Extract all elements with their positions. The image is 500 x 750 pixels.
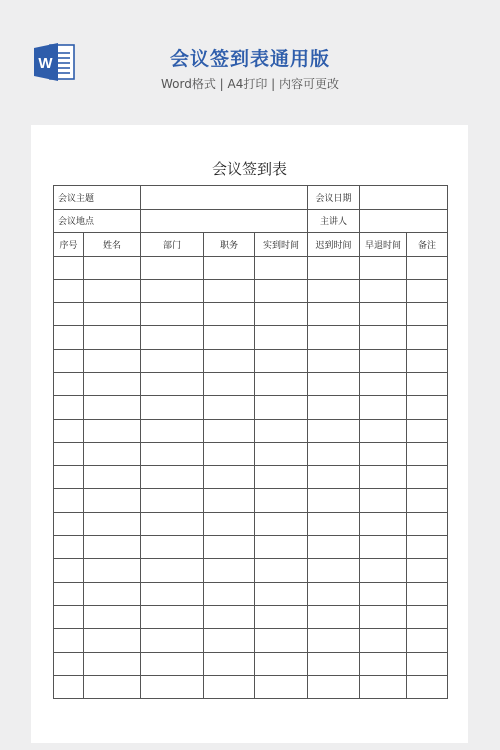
table-cell[interactable] [54, 349, 84, 372]
table-cell[interactable] [407, 442, 448, 465]
table-row [54, 466, 448, 489]
table-cell[interactable] [84, 442, 141, 465]
table-row [54, 605, 448, 628]
table-cell[interactable] [204, 256, 255, 279]
meta-value-location[interactable] [141, 209, 308, 233]
table-cell[interactable] [141, 629, 204, 652]
table-cell[interactable] [407, 652, 448, 675]
table-cell[interactable] [204, 303, 255, 326]
table-row [54, 256, 448, 279]
table-row [54, 582, 448, 605]
table-row [54, 489, 448, 512]
table-cell[interactable] [84, 582, 141, 605]
table-cell[interactable] [407, 466, 448, 489]
table-cell[interactable] [308, 629, 360, 652]
table-cell[interactable] [54, 559, 84, 582]
table-cell[interactable] [84, 652, 141, 675]
table-cell[interactable] [84, 372, 141, 395]
table-cell[interactable] [308, 512, 360, 535]
table-cell[interactable] [84, 349, 141, 372]
table-cell[interactable] [141, 582, 204, 605]
table-cell[interactable] [84, 675, 141, 698]
table-cell[interactable] [204, 605, 255, 628]
table-cell[interactable] [255, 629, 308, 652]
table-cell[interactable] [407, 372, 448, 395]
table-cell[interactable] [204, 442, 255, 465]
table-cell[interactable] [308, 559, 360, 582]
document-sheet [31, 125, 468, 743]
table-cell[interactable] [204, 536, 255, 559]
table-cell[interactable] [54, 442, 84, 465]
table-cell[interactable] [54, 326, 84, 349]
table-cell[interactable] [360, 466, 407, 489]
table-cell[interactable] [407, 396, 448, 419]
table-cell[interactable] [308, 256, 360, 279]
table-cell[interactable] [84, 466, 141, 489]
table-cell[interactable] [255, 372, 308, 395]
table-cell[interactable] [407, 605, 448, 628]
meta-label-location-text: 会议地点 [58, 217, 95, 228]
table-cell[interactable] [360, 372, 407, 395]
table-cell[interactable] [360, 279, 407, 302]
table-cell[interactable] [54, 256, 84, 279]
table-cell[interactable] [141, 675, 204, 698]
table-cell[interactable] [308, 442, 360, 465]
table-cell[interactable] [407, 559, 448, 582]
meta-row-location [54, 209, 448, 233]
table-cell[interactable] [141, 489, 204, 512]
table-cell[interactable] [84, 396, 141, 419]
table-cell[interactable] [255, 536, 308, 559]
table-cell[interactable] [308, 279, 360, 302]
page-title: 会议签到表通用版 [169, 48, 330, 70]
word-icon-letter: W [38, 55, 53, 72]
table-cell[interactable] [255, 466, 308, 489]
table-cell[interactable] [407, 349, 448, 372]
table-cell[interactable] [84, 303, 141, 326]
table-row [54, 303, 448, 326]
table-cell[interactable] [308, 582, 360, 605]
meta-row-topic [54, 186, 448, 210]
table-cell[interactable] [141, 512, 204, 535]
column-header: 早退时间 [360, 233, 407, 257]
table-row [54, 372, 448, 395]
table-cell[interactable] [308, 652, 360, 675]
meta-label-topic [54, 186, 141, 210]
table-cell[interactable] [84, 419, 141, 442]
table-cell[interactable] [255, 396, 308, 419]
table-cell[interactable] [255, 489, 308, 512]
table-row [54, 536, 448, 559]
table-cell[interactable] [360, 675, 407, 698]
column-header: 部门 [141, 233, 204, 257]
table-cell[interactable] [204, 629, 255, 652]
table-cell[interactable] [360, 256, 407, 279]
table-cell[interactable] [204, 396, 255, 419]
table-cell[interactable] [54, 652, 84, 675]
table-cell[interactable] [360, 303, 407, 326]
table-row [54, 349, 448, 372]
table-cell[interactable] [204, 349, 255, 372]
table-cell[interactable] [141, 303, 204, 326]
table-cell[interactable] [360, 629, 407, 652]
table-cell[interactable] [407, 582, 448, 605]
column-header-row [54, 233, 448, 257]
table-cell[interactable] [255, 442, 308, 465]
table-cell[interactable] [407, 256, 448, 279]
table-cell[interactable] [84, 279, 141, 302]
meta-value-topic[interactable] [141, 186, 308, 210]
table-cell[interactable] [54, 582, 84, 605]
table-row [54, 279, 448, 302]
table-cell[interactable] [360, 652, 407, 675]
table-cell[interactable] [308, 675, 360, 698]
table-row [54, 326, 448, 349]
table-cell[interactable] [84, 326, 141, 349]
table-cell[interactable] [360, 396, 407, 419]
table-cell[interactable] [360, 512, 407, 535]
table-cell[interactable] [54, 629, 84, 652]
table-cell[interactable] [141, 396, 204, 419]
table-cell[interactable] [308, 349, 360, 372]
page-header [0, 0, 500, 125]
table-cell[interactable] [360, 326, 407, 349]
table-cell[interactable] [360, 442, 407, 465]
table-cell[interactable] [308, 489, 360, 512]
sign-in-table-body [54, 186, 448, 699]
table-cell[interactable] [84, 559, 141, 582]
table-cell[interactable] [407, 536, 448, 559]
table-cell[interactable] [141, 419, 204, 442]
table-cell[interactable] [141, 256, 204, 279]
table-cell[interactable] [204, 372, 255, 395]
page-subtitle: Word格式 | A4打印 | 内容可更改 [160, 77, 340, 91]
meta-label-topic-text: 会议主题 [58, 193, 95, 204]
table-cell[interactable] [204, 279, 255, 302]
column-header: 职务 [204, 233, 255, 257]
table-cell[interactable] [255, 256, 308, 279]
meta-value-date[interactable] [360, 186, 448, 210]
column-header: 序号 [54, 233, 84, 257]
table-row [54, 629, 448, 652]
table-cell[interactable] [141, 349, 204, 372]
table-cell[interactable] [308, 326, 360, 349]
table-cell[interactable] [204, 652, 255, 675]
table-cell[interactable] [204, 559, 255, 582]
table-cell[interactable] [141, 652, 204, 675]
table-cell[interactable] [204, 326, 255, 349]
table-cell[interactable] [54, 419, 84, 442]
table-cell[interactable] [84, 256, 141, 279]
table-cell[interactable] [255, 279, 308, 302]
table-cell[interactable] [308, 396, 360, 419]
table-cell[interactable] [54, 675, 84, 698]
table-cell[interactable] [407, 489, 448, 512]
table-cell[interactable] [84, 512, 141, 535]
document-title: 会议签到表 [211, 160, 287, 178]
column-header: 迟到时间 [308, 233, 360, 257]
table-cell[interactable] [308, 419, 360, 442]
table-cell[interactable] [204, 419, 255, 442]
table-cell[interactable] [255, 303, 308, 326]
table-cell[interactable] [54, 396, 84, 419]
table-cell[interactable] [84, 605, 141, 628]
table-cell[interactable] [54, 466, 84, 489]
table-cell[interactable] [407, 303, 448, 326]
column-header: 实到时间 [255, 233, 308, 257]
table-row [54, 442, 448, 465]
table-cell[interactable] [407, 675, 448, 698]
table-cell[interactable] [84, 489, 141, 512]
table-cell[interactable] [54, 303, 84, 326]
table-cell[interactable] [84, 536, 141, 559]
table-cell[interactable] [255, 675, 308, 698]
table-cell[interactable] [204, 466, 255, 489]
table-cell[interactable] [255, 512, 308, 535]
meta-label-location [54, 209, 141, 233]
column-header: 姓名 [84, 233, 141, 257]
table-cell[interactable] [141, 605, 204, 628]
table-cell[interactable] [407, 279, 448, 302]
table-cell[interactable] [141, 466, 204, 489]
table-cell[interactable] [54, 372, 84, 395]
table-cell[interactable] [407, 512, 448, 535]
table-cell[interactable] [308, 303, 360, 326]
meta-label-date: 会议日期 [308, 186, 360, 210]
table-cell[interactable] [141, 442, 204, 465]
table-cell[interactable] [255, 349, 308, 372]
table-cell[interactable] [141, 536, 204, 559]
meta-label-speaker: 主讲人 [308, 209, 360, 233]
table-cell[interactable] [141, 326, 204, 349]
meta-value-speaker[interactable] [360, 209, 448, 233]
table-cell[interactable] [360, 582, 407, 605]
table-cell[interactable] [308, 605, 360, 628]
table-cell[interactable] [54, 489, 84, 512]
table-cell[interactable] [54, 512, 84, 535]
table-cell[interactable] [407, 629, 448, 652]
table-cell[interactable] [54, 536, 84, 559]
table-cell[interactable] [255, 582, 308, 605]
table-cell[interactable] [360, 419, 407, 442]
table-cell[interactable] [407, 419, 448, 442]
table-cell[interactable] [255, 419, 308, 442]
table-cell[interactable] [255, 652, 308, 675]
table-cell[interactable] [308, 372, 360, 395]
table-cell[interactable] [407, 326, 448, 349]
table-cell[interactable] [141, 372, 204, 395]
table-cell[interactable] [255, 326, 308, 349]
table-cell[interactable] [84, 629, 141, 652]
table-row [54, 512, 448, 535]
table-cell[interactable] [204, 489, 255, 512]
table-cell[interactable] [360, 605, 407, 628]
table-cell[interactable] [360, 489, 407, 512]
table-row [54, 419, 448, 442]
column-header: 备注 [407, 233, 448, 257]
table-cell[interactable] [204, 582, 255, 605]
table-row [54, 675, 448, 698]
table-cell[interactable] [141, 559, 204, 582]
table-cell[interactable] [255, 559, 308, 582]
table-row [54, 652, 448, 675]
table-row [54, 559, 448, 582]
table-cell[interactable] [255, 605, 308, 628]
table-cell[interactable] [54, 279, 84, 302]
sign-in-table [53, 185, 448, 699]
table-cell[interactable] [204, 512, 255, 535]
table-cell[interactable] [141, 279, 204, 302]
table-cell[interactable] [360, 349, 407, 372]
table-cell[interactable] [308, 536, 360, 559]
table-cell[interactable] [360, 536, 407, 559]
table-cell[interactable] [308, 466, 360, 489]
table-cell[interactable] [54, 605, 84, 628]
table-row [54, 396, 448, 419]
table-cell[interactable] [360, 559, 407, 582]
table-cell[interactable] [204, 675, 255, 698]
